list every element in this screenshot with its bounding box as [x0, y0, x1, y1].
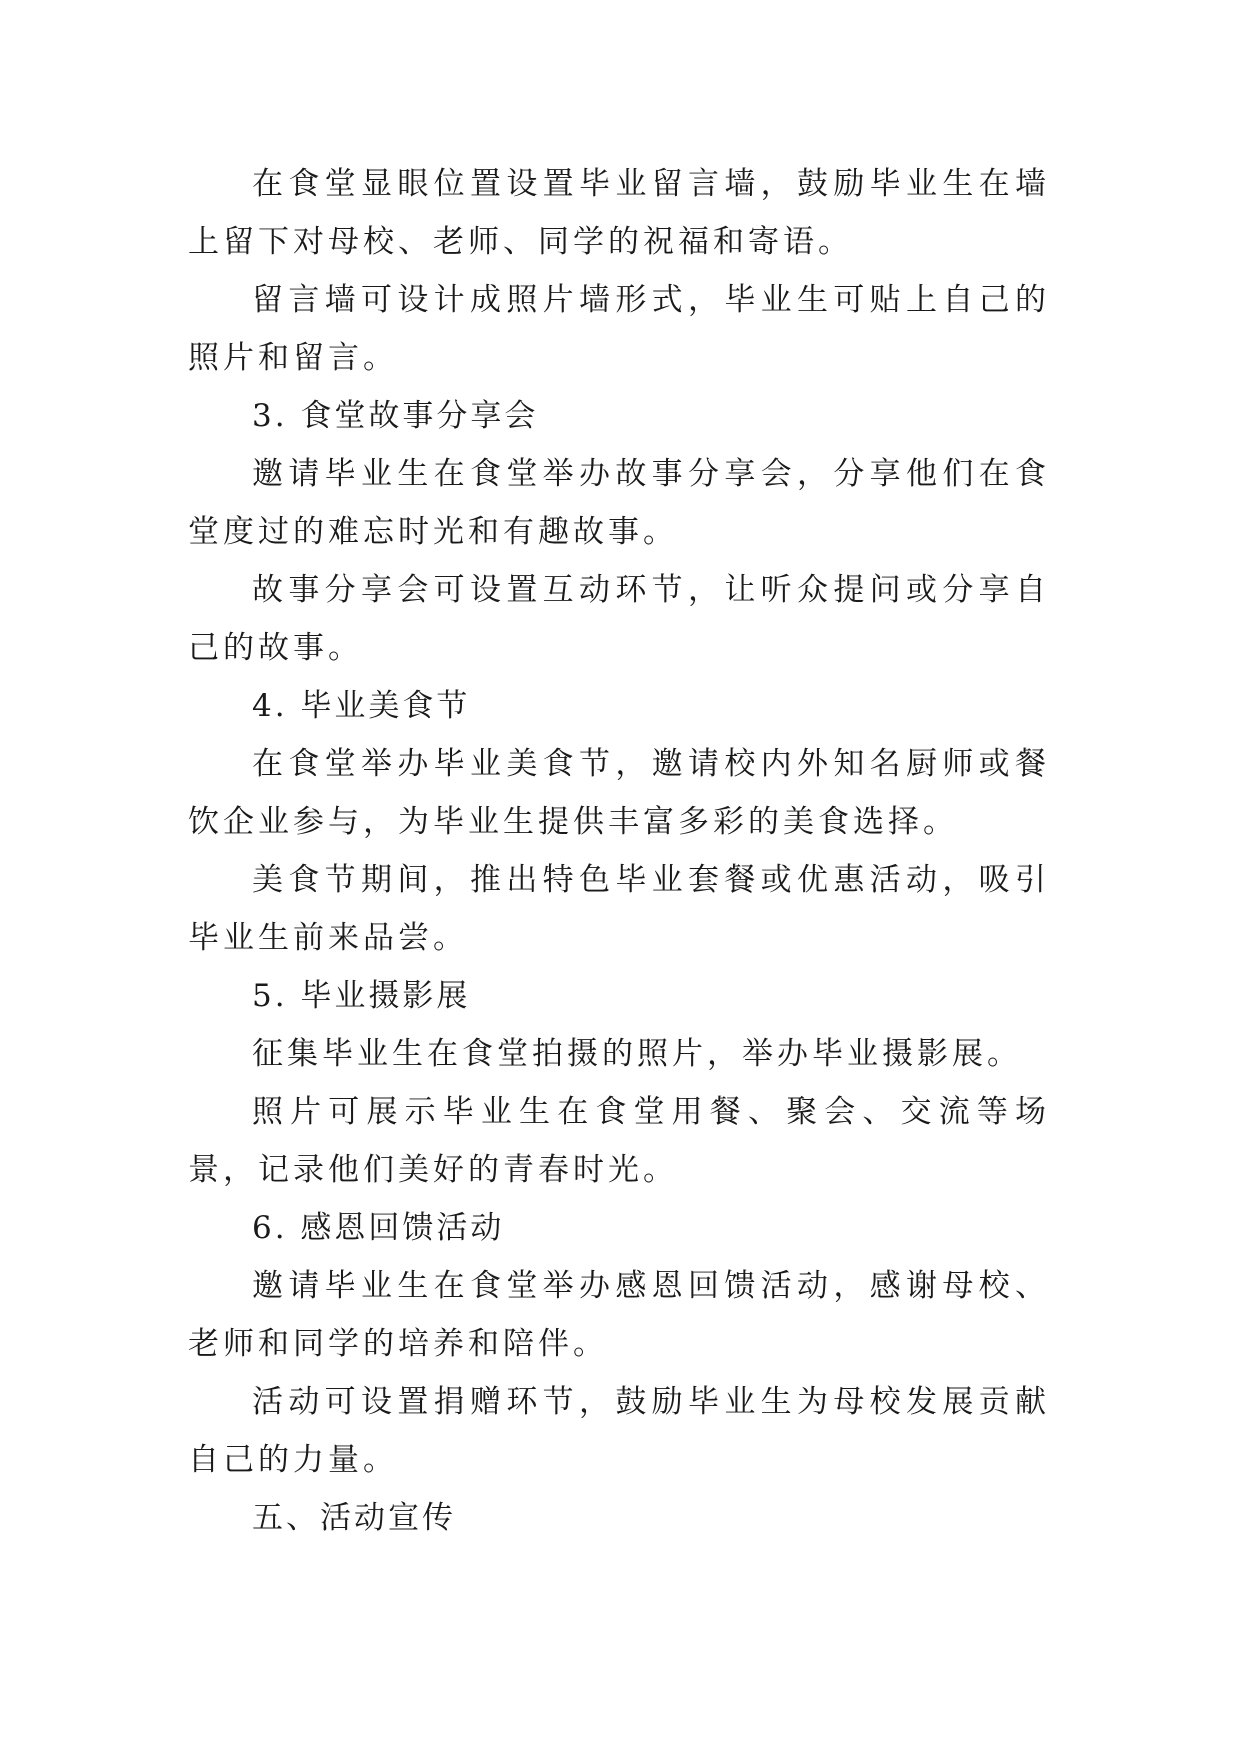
paragraph: 征集毕业生在食堂拍摄的照片，举办毕业摄影展。	[252, 1036, 1022, 1072]
paragraph: 故事分享会可设置互动环节，让听众提问或分享自己的故事。	[188, 572, 1050, 666]
paragraph: 邀请毕业生在食堂举办感恩回馈活动，感谢母校、老师和同学的培养和陪伴。	[188, 1268, 1050, 1362]
section-heading: 4. 毕业美食节	[252, 688, 471, 724]
paragraph: 在食堂显眼位置设置毕业留言墙，鼓励毕业生在墙上留下对母校、老师、同学的祝福和寄语。	[188, 166, 1050, 260]
paragraph: 美食节期间，推出特色毕业套餐或优惠活动，吸引毕业生前来品尝。	[188, 862, 1050, 956]
paragraph: 留言墙可设计成照片墙形式，毕业生可贴上自己的照片和留言。	[188, 282, 1050, 376]
section-heading: 5. 毕业摄影展	[252, 978, 471, 1014]
document-body	[188, 155, 1050, 1547]
section-heading: 3. 食堂故事分享会	[252, 398, 539, 434]
section-heading: 6. 感恩回馈活动	[252, 1210, 505, 1246]
paragraph: 照片可展示毕业生在食堂用餐、聚会、交流等场景，记录他们美好的青春时光。	[188, 1094, 1050, 1188]
paragraph: 在食堂举办毕业美食节，邀请校内外知名厨师或餐饮企业参与，为毕业生提供丰富多彩的美食选择。	[188, 746, 1050, 840]
paragraph: 活动可设置捐赠环节，鼓励毕业生为母校发展贡献自己的力量。	[188, 1384, 1050, 1478]
section-heading: 五、活动宣传	[252, 1500, 456, 1536]
paragraph: 邀请毕业生在食堂举办故事分享会，分享他们在食堂度过的难忘时光和有趣故事。	[188, 456, 1050, 550]
